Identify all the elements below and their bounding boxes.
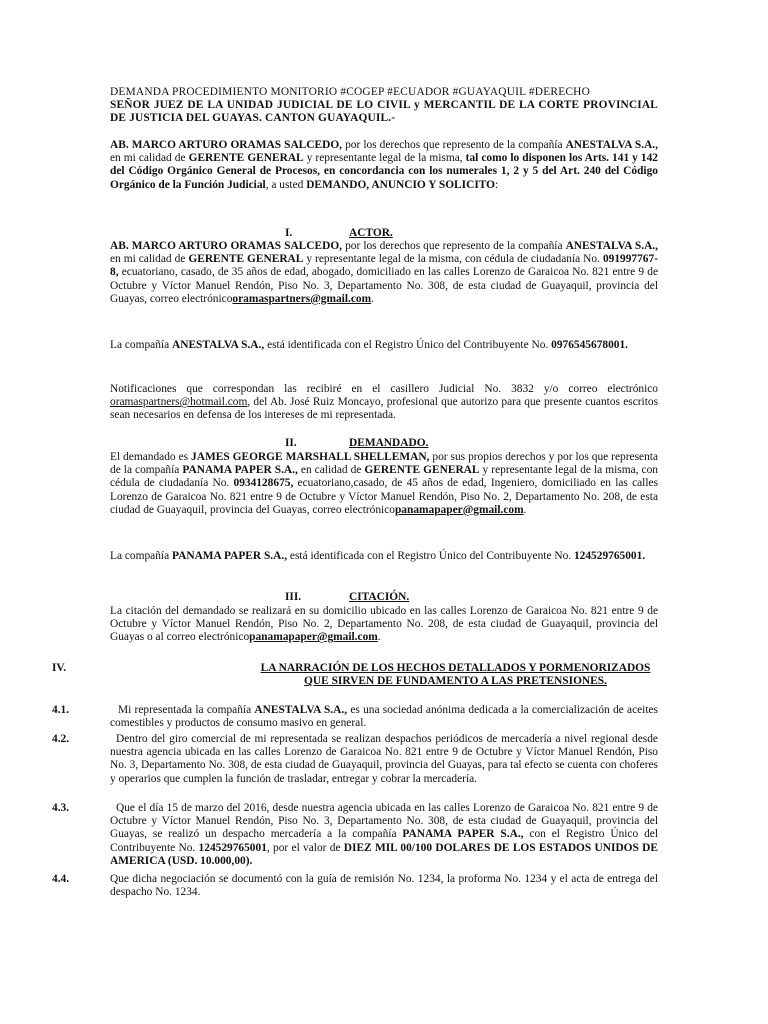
company-name: PANAMA PAPER S.A., — [172, 550, 288, 562]
fact-text-part: con el Registro Único del Contribuyente No. — [110, 828, 658, 854]
intro-text: por los derechos que represento de la compañía — [342, 139, 566, 151]
fact-number: 4.4. — [52, 873, 70, 885]
amount: DIEZ MIL 00/100 DOLARES DE LOS ESTADOS UNIDOS DE AMERICA (USD. 10.000,00). — [110, 841, 658, 867]
ruc-number: 124529765001. — [573, 550, 646, 562]
section-number: I. — [285, 227, 293, 239]
role: GERENTE GENERAL — [188, 152, 304, 165]
role: GERENTE GENERAL — [188, 253, 304, 266]
company-name: ANESTALVA S.A., — [172, 339, 265, 351]
actor-text: ecuatoriano, casado, de 35 años de edad, abogado, domiciliado en las calles Lorenzo de Garaicoa No. 821 entre 9 de Octubre y Víctor Manuel Rendón, Piso No. 3, Departamento No. 308, de esta ciudad de Guayaquil, provincia del Guayas, correo electrónico — [110, 266, 658, 305]
document-tagline: DEMANDA PROCEDIMIENTO MONITORIO #COGEP #ECUADOR #GUAYAQUIL #DERECHO — [110, 86, 591, 98]
actor-text: por los derechos que represento de la compañía — [342, 240, 566, 252]
intro-text: y representante legal de la misma, — [303, 152, 466, 165]
defendant-paragraph — [110, 451, 658, 517]
legal-basis: tal como lo disponen los Arts. 141 y 142 del Código Orgánico General de Procesos, en concordancia con los numerales 1, 2 y 5 del Art. 240 del Código Orgánico de la Función Judicial — [110, 152, 659, 191]
notifications-text: Notificaciones que correspondan las recibiré en el casillero Judicial No. 3832 y/o correo electrónico — [110, 383, 658, 395]
ruc-number: 0976545678001. — [551, 339, 629, 351]
section-number: III. — [285, 591, 302, 603]
notifications-email-link[interactable]: oramaspartners@hotmail.com — [110, 396, 248, 409]
defendant-text: por sus propios derechos y por los que representa de la compañía — [110, 451, 658, 477]
citation-text: . — [377, 631, 381, 644]
intro-text: : — [495, 178, 499, 191]
role: GERENTE GENERAL — [364, 464, 480, 477]
actor-paragraph — [110, 240, 658, 306]
ruc-text: La compañía — [110, 339, 172, 351]
ruc-text: está identificada con el Registro Único del Contribuyente No. — [287, 550, 574, 562]
fact-text-part: Mi representada la compañía — [118, 704, 255, 716]
id-number: 0934128675, — [233, 477, 294, 490]
intro-text: , a usted — [265, 178, 307, 191]
notifications-text: , del Ab. José Ruiz Moncayo, profesional que autorizo para que presente cuantos escritos sean necesarios en defensa de los intereses de mi representada. — [110, 396, 658, 422]
fact-text — [110, 733, 658, 786]
section-title: ACTOR. — [349, 227, 393, 239]
ruc-text: La compañía — [110, 550, 172, 562]
company-name: PANAMA PAPER S.A., — [402, 828, 524, 841]
citation-paragraph — [110, 605, 658, 645]
action-verbs: DEMANDO, ANUNCIO Y SOLICITO — [306, 178, 495, 191]
defendant-text: . — [523, 503, 527, 516]
actor-ruc-paragraph — [110, 339, 658, 352]
notifications-paragraph — [110, 383, 658, 423]
defendant-text: El demandado es — [110, 451, 192, 463]
plaintiff-name: AB. MARCO ARTURO ORAMAS SALCEDO, — [110, 139, 343, 151]
defendant-text: en calidad de — [297, 464, 365, 477]
court-addressee: SEÑOR JUEZ DE LA UNIDAD JUDICIAL DE LO CIVIL y MERCANTIL DE LA CORTE PROVINCIAL DE JUSTICIA DEL GUAYAS. CANTON GUAYAQUIL.- — [110, 99, 658, 125]
fact-number: 4.2. — [52, 733, 70, 745]
defendant-text: ecuatoriano,casado, de 45 años de edad, Ingeniero, domiciliado en las calles Lorenzo de Garaicoa No. 821 entre 9 de Octubre y Víctor Manuel Rendón, Piso No. 2, Departamento No. 208, de esta ciudad de Guayaquil, provincia del Guayas, correo electrónico — [110, 477, 659, 516]
fact-text — [110, 704, 658, 730]
company-name: ANESTALVA S.A., — [565, 139, 658, 151]
defendant-email-link[interactable]: panamapaper@gmail.com — [394, 503, 524, 516]
defendant-text: y representante legal de la misma, con cédula de ciudadanía No. — [110, 464, 658, 490]
section-title: CITACIÓN. — [349, 591, 410, 603]
fact-text-part: Que dicha negociación se documentó con la guía de remisión No. 1234, la proforma No. 1234 y el acta de entrega del despacho No. 1234. — [110, 873, 658, 899]
fact-number: 4.1. — [52, 704, 70, 716]
citation-email-link[interactable]: panamapaper@gmail.com — [249, 631, 378, 644]
fact-text-part: Que el día 15 de marzo del 2016, desde nuestra agencia ubicada en las calles Lorenzo de Garaicoa No. 821 entre 9 de Octubre y Víctor Manuel Rendón, Piso No. 3, Departamento No. 308, de esta ciudad de Guayaquil, provincia del Guayas, se realizó un despacho mercadería a la compañía — [110, 802, 658, 841]
ruc-text: está identificada con el Registro Único del Contribuyente No. — [264, 339, 552, 351]
section-number: IV. — [52, 662, 67, 674]
fact-text-part: Dentro del giro comercial de mi representada se realizan despachos periódicos de mercadería a nivel regional desde nuestra agencia ubicada en las calles Lorenzo de Garaicoa No. 821 entre 9 de Octubre y Víctor Manuel Rendón, Piso No. 3, Departamento No. 308, de esta ciudad de Guayaquil, provincia del Guayas, para tal efecto se cuenta con choferes y operarios que cumplen la función de trasladar, entregar y cobrar la mercadería. — [110, 733, 658, 785]
company-name: ANESTALVA S.A., — [254, 704, 348, 716]
ruc-number: 124529765001 — [198, 841, 267, 854]
section-title: DEMANDADO. — [349, 437, 429, 449]
section-number: II. — [285, 437, 297, 449]
intro-text: en mi calidad de — [110, 152, 189, 165]
id-number: 091997767-8, — [110, 253, 658, 279]
fact-number: 4.3. — [52, 802, 70, 814]
actor-email-link[interactable]: oramaspartners@gmail.com — [232, 292, 372, 305]
intro-paragraph — [110, 139, 658, 192]
fact-text-part: , por el valor de — [266, 841, 344, 854]
fact-text-part: es una sociedad anónima dedicada a la comercialización de aceites comestibles y productos de consumo masivo en general. — [110, 704, 658, 730]
actor-text: y representante legal de la misma, con cédula de ciudadanía No. — [303, 253, 603, 266]
fact-text — [110, 802, 658, 868]
defendant-ruc-paragraph — [110, 550, 658, 563]
fact-text — [110, 873, 658, 899]
citation-text: La citación del demandado se realizará en su domicilio ubicado en las calles Lorenzo de Garaicoa No. 821 entre 9 de Octubre y Víctor Manuel Rendón, Piso No. 2, Departamento No. 208, de esta ciudad de Guayaquil, provincia del Guayas o al correo electrónico — [110, 605, 658, 644]
section-title: LA NARRACIÓN DE LOS HECHOS DETALLADOS Y PORMENORIZADOS QUE SIRVEN DE FUNDAMENTO A LAS PRETENSIONES. — [260, 662, 651, 688]
actor-text: . — [371, 292, 374, 305]
actor-text: en mi calidad de — [110, 253, 189, 266]
actor-name: AB. MARCO ARTURO ORAMAS SALCEDO, — [110, 240, 343, 252]
company-name: ANESTALVA S.A., — [565, 240, 658, 252]
company-name: PANAMA PAPER S.A., — [182, 464, 298, 477]
defendant-name: JAMES GEORGE MARSHALL SHELLEMAN, — [191, 451, 430, 463]
